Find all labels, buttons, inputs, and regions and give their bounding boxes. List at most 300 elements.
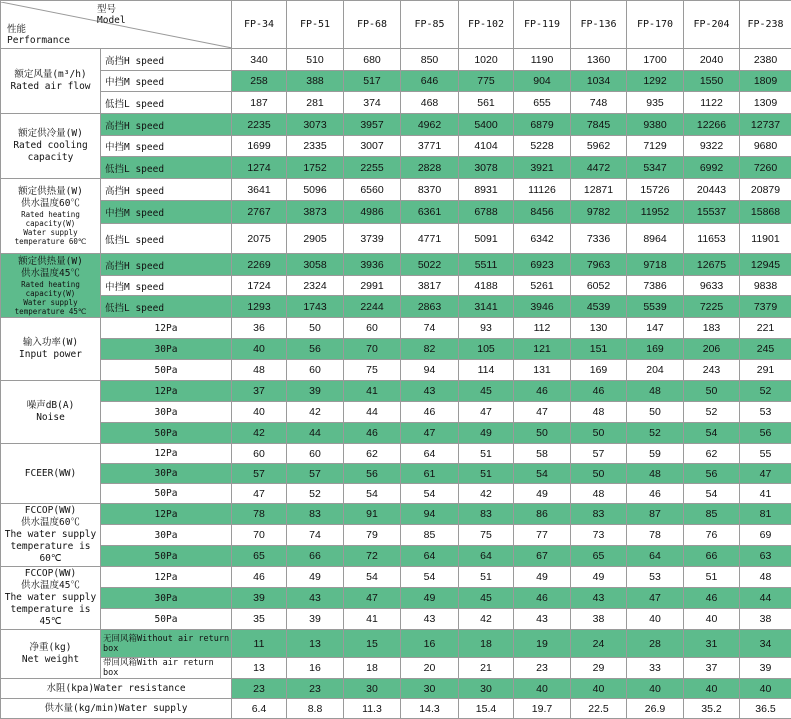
airflow-label: [1, 49, 101, 114]
value-cell: 7129: [627, 136, 684, 157]
value-cell: 169: [627, 339, 684, 360]
table-row: [1, 630, 791, 658]
table-row: [1, 444, 791, 464]
cooling-label-en: Rated cooling capacity: [13, 140, 87, 163]
value-cell: 183: [684, 318, 740, 339]
fccop60-label: [1, 504, 101, 567]
value-cell: 61: [401, 464, 459, 484]
value-cell: 6342: [514, 224, 571, 254]
heating60-label: [1, 179, 101, 254]
value-cell: 204: [627, 360, 684, 381]
value-cell: 37: [684, 658, 740, 679]
value-cell: 30: [401, 679, 459, 699]
value-cell: 1700: [627, 49, 684, 71]
value-cell: 43: [571, 588, 627, 609]
value-cell: 9838: [740, 276, 791, 296]
value-cell: 75: [344, 360, 401, 381]
value-cell: 775: [459, 71, 514, 92]
value-cell: 50: [571, 423, 627, 444]
row-sublabel: 12Pa: [101, 318, 232, 339]
value-cell: 7386: [627, 276, 684, 296]
value-cell: 45: [459, 588, 514, 609]
value-cell: 47: [740, 464, 791, 484]
heating60-label-cn2: 供水温度60℃: [21, 198, 80, 209]
value-cell: 169: [571, 360, 627, 381]
value-cell: 3946: [514, 296, 571, 318]
value-cell: 60: [287, 360, 344, 381]
value-cell: 935: [627, 92, 684, 114]
value-cell: 54: [684, 423, 740, 444]
noise-label: [1, 381, 101, 444]
value-cell: 62: [684, 444, 740, 464]
model-header: FP-170: [627, 1, 684, 49]
value-cell: 73: [571, 525, 627, 546]
value-cell: 54: [684, 484, 740, 504]
value-cell: 46: [401, 402, 459, 423]
value-cell: 3641: [232, 179, 287, 201]
value-cell: 13: [232, 658, 287, 679]
value-cell: 510: [287, 49, 344, 71]
value-cell: 64: [627, 546, 684, 567]
fccop60-label3: The water supply temperature is 60℃: [5, 529, 97, 564]
value-cell: 6.4: [232, 699, 287, 719]
value-cell: 5400: [459, 114, 514, 136]
value-cell: 1752: [287, 157, 344, 179]
value-cell: 53: [740, 402, 791, 423]
value-cell: 94: [401, 360, 459, 381]
value-cell: 78: [627, 525, 684, 546]
value-cell: 21: [459, 658, 514, 679]
value-cell: 78: [232, 504, 287, 525]
value-cell: 41: [344, 381, 401, 402]
value-cell: 291: [740, 360, 791, 381]
value-cell: 850: [401, 49, 459, 71]
value-cell: 5539: [627, 296, 684, 318]
value-cell: 114: [459, 360, 514, 381]
value-cell: 79: [344, 525, 401, 546]
value-cell: 47: [232, 484, 287, 504]
value-cell: 147: [627, 318, 684, 339]
value-cell: 44: [344, 402, 401, 423]
value-cell: 4539: [571, 296, 627, 318]
row-sublabel: 高挡H speed: [101, 254, 232, 276]
value-cell: 94: [401, 504, 459, 525]
value-cell: 9782: [571, 201, 627, 224]
table-row: [1, 254, 791, 276]
value-cell: 40: [684, 609, 740, 630]
value-cell: 1309: [740, 92, 791, 114]
value-cell: 50: [514, 423, 571, 444]
value-cell: 6052: [571, 276, 627, 296]
row-sublabel: 30Pa: [101, 402, 232, 423]
value-cell: 7225: [684, 296, 740, 318]
value-cell: 76: [684, 525, 740, 546]
value-cell: 3957: [344, 114, 401, 136]
value-cell: 16: [287, 658, 344, 679]
value-cell: 1550: [684, 71, 740, 92]
value-cell: 12737: [740, 114, 791, 136]
table-row: [1, 296, 791, 318]
value-cell: 41: [344, 609, 401, 630]
table-row: [1, 224, 791, 254]
value-cell: 5962: [571, 136, 627, 157]
value-cell: 121: [514, 339, 571, 360]
airflow-label-cn: 额定风量(m³/h): [14, 69, 86, 80]
value-cell: 4472: [571, 157, 627, 179]
value-cell: 91: [344, 504, 401, 525]
value-cell: 39: [287, 609, 344, 630]
value-cell: 18: [344, 658, 401, 679]
value-cell: 40: [232, 402, 287, 423]
value-cell: 57: [571, 444, 627, 464]
value-cell: 54: [401, 567, 459, 588]
value-cell: 60: [287, 444, 344, 464]
table-row: [1, 318, 791, 339]
airflow-label-en: Rated air flow: [10, 81, 90, 92]
value-cell: 2380: [740, 49, 791, 71]
value-cell: 48: [571, 484, 627, 504]
value-cell: 50: [571, 464, 627, 484]
value-cell: 49: [287, 567, 344, 588]
row-sublabel: 无回风箱Without air return box: [101, 630, 232, 658]
value-cell: 26.9: [627, 699, 684, 719]
value-cell: 85: [401, 525, 459, 546]
value-cell: 41: [740, 484, 791, 504]
value-cell: 3073: [287, 114, 344, 136]
value-cell: 83: [571, 504, 627, 525]
value-cell: 46: [514, 588, 571, 609]
value-cell: 258: [232, 71, 287, 92]
value-cell: 187: [232, 92, 287, 114]
model-header: FP-119: [514, 1, 571, 49]
value-cell: 5091: [459, 224, 514, 254]
value-cell: 69: [740, 525, 791, 546]
value-cell: 43: [401, 609, 459, 630]
value-cell: 93: [459, 318, 514, 339]
value-cell: 40: [684, 679, 740, 699]
value-cell: 45: [459, 381, 514, 402]
value-cell: 1809: [740, 71, 791, 92]
value-cell: 245: [740, 339, 791, 360]
noise-label-en: Noise: [36, 412, 65, 423]
value-cell: 5228: [514, 136, 571, 157]
value-cell: 40: [627, 609, 684, 630]
supply-label: 供水量(kg/min)Water supply: [1, 699, 232, 719]
table-row: [1, 179, 791, 201]
value-cell: 60: [344, 318, 401, 339]
value-cell: 56: [740, 423, 791, 444]
row-sublabel: 高挡H speed: [101, 49, 232, 71]
value-cell: 44: [740, 588, 791, 609]
value-cell: 130: [571, 318, 627, 339]
value-cell: 16: [401, 630, 459, 658]
heating45-label-en2: Water supply temperature 45℃: [1, 298, 100, 316]
row-sublabel: 低挡L speed: [101, 224, 232, 254]
row-sublabel: 高挡H speed: [101, 179, 232, 201]
value-cell: 47: [401, 423, 459, 444]
table-row: [1, 201, 791, 224]
row-sublabel: 低挡L speed: [101, 92, 232, 114]
table-row: [1, 71, 791, 92]
value-cell: 12945: [740, 254, 791, 276]
value-cell: 2235: [232, 114, 287, 136]
value-cell: 1190: [514, 49, 571, 71]
value-cell: 38: [571, 609, 627, 630]
model-header: FP-85: [401, 1, 459, 49]
value-cell: 1293: [232, 296, 287, 318]
table-row: [1, 157, 791, 179]
value-cell: 44: [287, 423, 344, 444]
fccop45-label: [1, 567, 101, 630]
table-row: [1, 114, 791, 136]
row-sublabel: 低挡L speed: [101, 157, 232, 179]
value-cell: 7260: [740, 157, 791, 179]
value-cell: 54: [344, 567, 401, 588]
value-cell: 43: [401, 381, 459, 402]
value-cell: 51: [459, 567, 514, 588]
value-cell: 7336: [571, 224, 627, 254]
table-row: [1, 339, 791, 360]
value-cell: 30: [344, 679, 401, 699]
value-cell: 64: [401, 546, 459, 567]
value-cell: 23: [287, 679, 344, 699]
value-cell: 52: [684, 402, 740, 423]
value-cell: 83: [459, 504, 514, 525]
value-cell: 22.5: [571, 699, 627, 719]
value-cell: 680: [344, 49, 401, 71]
value-cell: 47: [514, 402, 571, 423]
fccop45-label2: 供水温度45℃: [21, 580, 80, 591]
value-cell: 52: [627, 423, 684, 444]
value-cell: 39: [232, 588, 287, 609]
value-cell: 12675: [684, 254, 740, 276]
model-header: FP-68: [344, 1, 401, 49]
value-cell: 18: [459, 630, 514, 658]
value-cell: 54: [344, 484, 401, 504]
value-cell: 19.7: [514, 699, 571, 719]
value-cell: 2905: [287, 224, 344, 254]
value-cell: 31: [684, 630, 740, 658]
value-cell: 47: [627, 588, 684, 609]
value-cell: 50: [287, 318, 344, 339]
value-cell: 81: [740, 504, 791, 525]
value-cell: 2255: [344, 157, 401, 179]
value-cell: 56: [287, 339, 344, 360]
value-cell: 3921: [514, 157, 571, 179]
value-cell: 47: [459, 402, 514, 423]
value-cell: 48: [740, 567, 791, 588]
model-header: FP-51: [287, 1, 344, 49]
value-cell: 5511: [459, 254, 514, 276]
table-row: [1, 484, 791, 504]
row-sublabel: 50Pa: [101, 546, 232, 567]
value-cell: 49: [401, 588, 459, 609]
value-cell: 20: [401, 658, 459, 679]
fccop45-label3: The water supply temperature is 45℃: [5, 592, 97, 627]
table-row: [1, 92, 791, 114]
value-cell: 11.3: [344, 699, 401, 719]
model-label-cn: 型号: [97, 4, 116, 15]
value-cell: 36.5: [740, 699, 791, 719]
value-cell: 6788: [459, 201, 514, 224]
value-cell: 70: [344, 339, 401, 360]
value-cell: 11126: [514, 179, 571, 201]
value-cell: 49: [459, 423, 514, 444]
value-cell: 11653: [684, 224, 740, 254]
heating60-label-en1: Rated heating capacity(W): [1, 210, 100, 228]
value-cell: 54: [514, 464, 571, 484]
weight-label-en: Net weight: [22, 654, 79, 665]
value-cell: 56: [684, 464, 740, 484]
value-cell: 74: [401, 318, 459, 339]
value-cell: 48: [627, 464, 684, 484]
value-cell: 340: [232, 49, 287, 71]
table-row: [1, 658, 791, 679]
value-cell: 1274: [232, 157, 287, 179]
model-header: FP-204: [684, 1, 740, 49]
value-cell: 54: [401, 484, 459, 504]
power-label-en: Input power: [19, 349, 82, 360]
value-cell: 19: [514, 630, 571, 658]
value-cell: 39: [287, 381, 344, 402]
value-cell: 46: [627, 484, 684, 504]
weight-label-cn: 净重(kg): [30, 642, 72, 653]
value-cell: 3873: [287, 201, 344, 224]
row-sublabel: 50Pa: [101, 609, 232, 630]
row-sublabel: 中挡M speed: [101, 136, 232, 157]
value-cell: 58: [514, 444, 571, 464]
cooling-label-cn: 额定供冷量(W): [18, 128, 83, 139]
row-sublabel: 12Pa: [101, 381, 232, 402]
heating45-label-en1: Rated heating capacity(W): [1, 280, 100, 298]
value-cell: 2767: [232, 201, 287, 224]
value-cell: 243: [684, 360, 740, 381]
header-row: [1, 1, 791, 49]
value-cell: 5261: [514, 276, 571, 296]
value-cell: 82: [401, 339, 459, 360]
value-cell: 60: [232, 444, 287, 464]
heating45-label-cn1: 额定供热量(W): [18, 256, 83, 267]
value-cell: 3078: [459, 157, 514, 179]
value-cell: 42: [459, 484, 514, 504]
value-cell: 38: [740, 609, 791, 630]
value-cell: 7845: [571, 114, 627, 136]
header-corner: [1, 1, 232, 49]
row-sublabel: 带回风箱With air return box: [101, 658, 232, 679]
value-cell: 12266: [684, 114, 740, 136]
value-cell: 1743: [287, 296, 344, 318]
value-cell: 42: [287, 402, 344, 423]
value-cell: 46: [684, 588, 740, 609]
value-cell: 40: [627, 679, 684, 699]
value-cell: 49: [571, 567, 627, 588]
row-sublabel: 50Pa: [101, 360, 232, 381]
table-row: [1, 49, 791, 71]
value-cell: 2991: [344, 276, 401, 296]
value-cell: 2324: [287, 276, 344, 296]
value-cell: 40: [514, 679, 571, 699]
value-cell: 29: [571, 658, 627, 679]
value-cell: 2269: [232, 254, 287, 276]
row-sublabel: 50Pa: [101, 423, 232, 444]
value-cell: 151: [571, 339, 627, 360]
table-row: [1, 504, 791, 525]
value-cell: 2040: [684, 49, 740, 71]
value-cell: 35.2: [684, 699, 740, 719]
value-cell: 12871: [571, 179, 627, 201]
value-cell: 46: [344, 423, 401, 444]
model-header: FP-34: [232, 1, 287, 49]
value-cell: 46: [232, 567, 287, 588]
value-cell: 64: [401, 444, 459, 464]
value-cell: 42: [232, 423, 287, 444]
value-cell: 51: [459, 464, 514, 484]
value-cell: 3058: [287, 254, 344, 276]
value-cell: 9380: [627, 114, 684, 136]
value-cell: 4771: [401, 224, 459, 254]
value-cell: 77: [514, 525, 571, 546]
value-cell: 7379: [740, 296, 791, 318]
value-cell: 4104: [459, 136, 514, 157]
value-cell: 655: [514, 92, 571, 114]
value-cell: 6923: [514, 254, 571, 276]
value-cell: 43: [514, 609, 571, 630]
value-cell: 51: [684, 567, 740, 588]
value-cell: 11952: [627, 201, 684, 224]
value-cell: 9322: [684, 136, 740, 157]
value-cell: 1699: [232, 136, 287, 157]
value-cell: 46: [571, 381, 627, 402]
value-cell: 3739: [344, 224, 401, 254]
value-cell: 4986: [344, 201, 401, 224]
value-cell: 62: [344, 444, 401, 464]
row-sublabel: 中挡M speed: [101, 71, 232, 92]
row-sublabel: 12Pa: [101, 444, 232, 464]
value-cell: 8964: [627, 224, 684, 254]
performance-label-cn: 性能: [7, 24, 26, 35]
row-sublabel: 中挡M speed: [101, 276, 232, 296]
table-row: [1, 609, 791, 630]
value-cell: 1292: [627, 71, 684, 92]
value-cell: 33: [627, 658, 684, 679]
value-cell: 6992: [684, 157, 740, 179]
value-cell: 2335: [287, 136, 344, 157]
value-cell: 8370: [401, 179, 459, 201]
value-cell: 35: [232, 609, 287, 630]
value-cell: 1020: [459, 49, 514, 71]
row-sublabel: 30Pa: [101, 339, 232, 360]
noise-label-cn: 噪声dB(A): [27, 400, 75, 411]
value-cell: 3771: [401, 136, 459, 157]
value-cell: 83: [287, 504, 344, 525]
value-cell: 34: [740, 630, 791, 658]
row-sublabel: 低挡L speed: [101, 296, 232, 318]
value-cell: 2863: [401, 296, 459, 318]
value-cell: 20443: [684, 179, 740, 201]
row-sublabel: 12Pa: [101, 567, 232, 588]
value-cell: 75: [459, 525, 514, 546]
value-cell: 15537: [684, 201, 740, 224]
value-cell: 40: [740, 679, 791, 699]
value-cell: 105: [459, 339, 514, 360]
value-cell: 468: [401, 92, 459, 114]
value-cell: 3817: [401, 276, 459, 296]
row-sublabel: 中挡M speed: [101, 201, 232, 224]
value-cell: 1360: [571, 49, 627, 71]
value-cell: 9718: [627, 254, 684, 276]
value-cell: 52: [740, 381, 791, 402]
value-cell: 646: [401, 71, 459, 92]
